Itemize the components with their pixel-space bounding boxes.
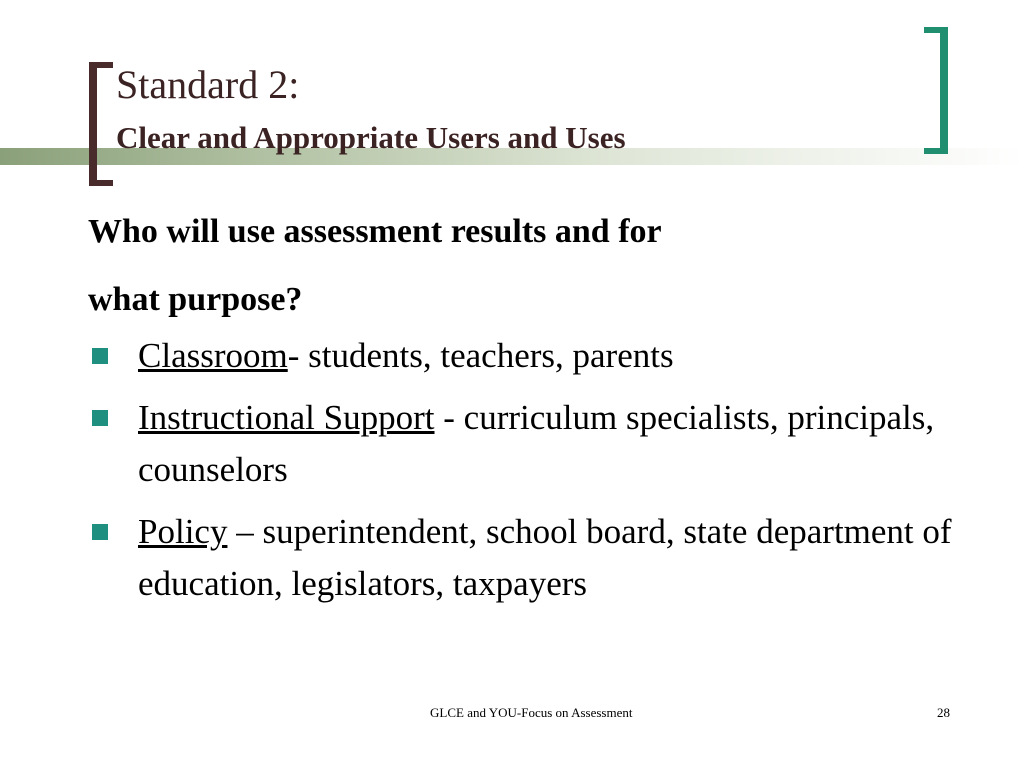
page-number: 28 xyxy=(937,705,950,720)
question-line-2: what purpose? xyxy=(88,281,303,318)
square-bullet-icon xyxy=(92,348,108,364)
left-bracket-decoration xyxy=(89,62,113,186)
footer-text: GLCE and YOU-Focus on Assessment xyxy=(430,705,633,720)
question-line-1: Who will use assessment results and for xyxy=(88,213,662,250)
right-bracket-decoration xyxy=(924,27,948,154)
bullet-item-policy xyxy=(88,506,988,610)
square-bullet-icon xyxy=(92,524,108,540)
square-bullet-icon xyxy=(92,410,108,426)
bullet-description: – superintendent, school board, state department of education, legislators, taxpayers xyxy=(138,512,952,603)
bullet-term: Policy xyxy=(138,512,228,551)
bullet-description: - curriculum specialists, principals, counselors xyxy=(138,398,935,489)
bullet-term: Instructional Support xyxy=(138,398,435,437)
slide-subtitle: Clear and Appropriate Users and Uses xyxy=(116,120,626,155)
bullet-description: - students, teachers, parents xyxy=(287,336,674,375)
bullet-term: Classroom xyxy=(138,336,288,375)
bullet-list xyxy=(88,330,988,620)
question-text xyxy=(88,198,928,334)
bullet-item-instructional-support xyxy=(88,392,988,496)
slide-title: Standard 2: xyxy=(116,62,300,107)
bullet-item-classroom xyxy=(88,330,988,382)
